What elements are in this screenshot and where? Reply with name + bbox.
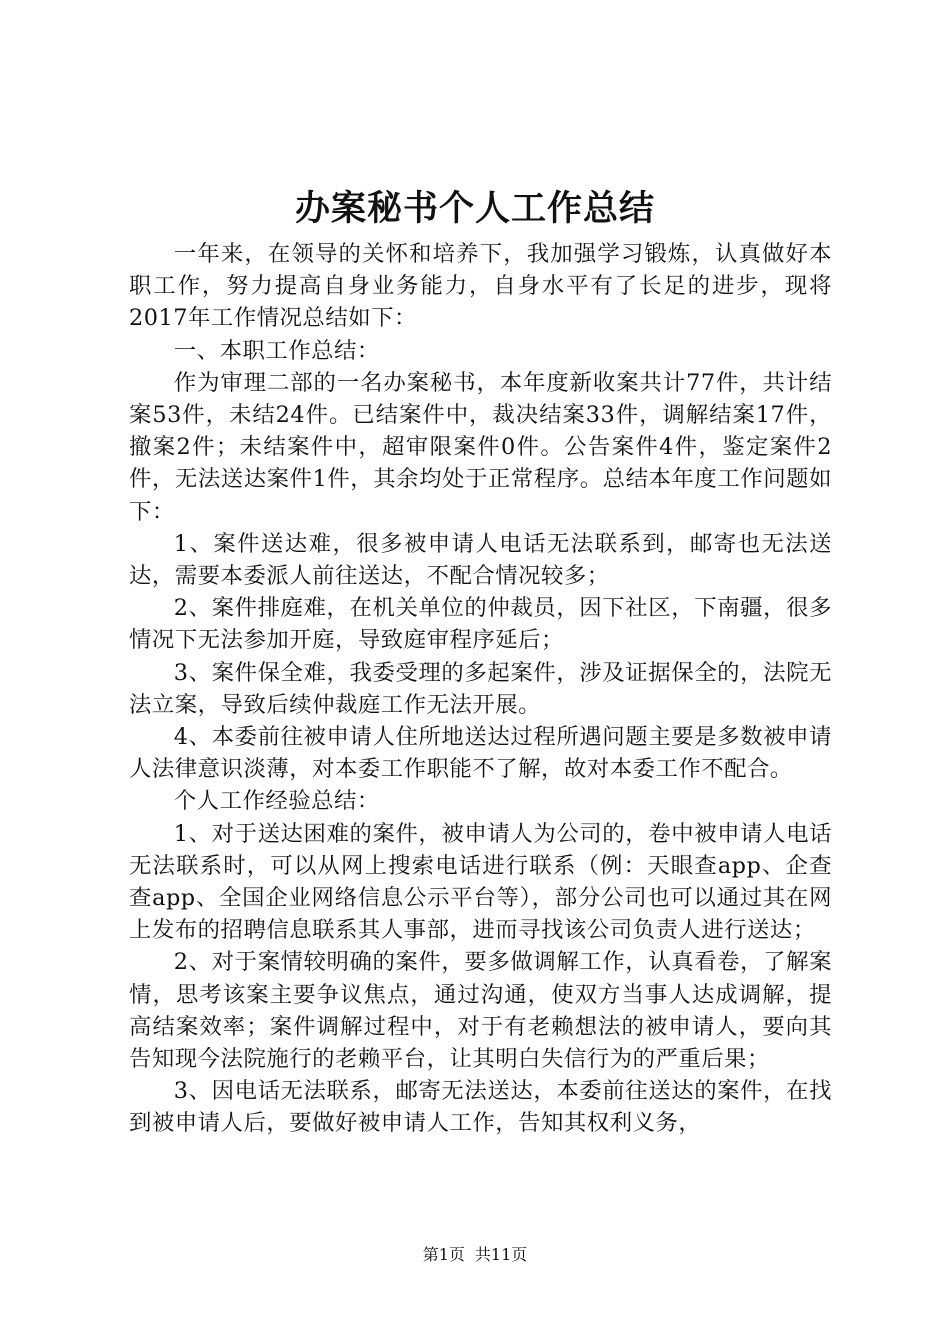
document-body (129, 238, 832, 1140)
paragraph-experience-1: 1、对于送达困难的案件，被申请人为公司的，卷中被申请人电话无法联系时，可以从网上搜索电话进行联系（例：天眼查app、企查查app、全国企业网络信息公示平台等），部分公司也可以通过其在网上发布的招聘信息联系其人事部，进而寻找该公司负责人进行送达； (129, 820, 832, 944)
paragraph-intro: 一年来，在领导的关怀和培养下，我加强学习锻炼，认真做好本职工作，努力提高自身业务能力，自身水平有了长足的进步，现将2017年工作情况总结如下： (129, 241, 832, 332)
paragraph-problem-3: 3、案件保全难，我委受理的多起案件，涉及证据保全的，法院无法立案，导致后续仲裁庭工作无法开展。 (129, 659, 832, 718)
paragraph-problem-1: 1、案件送达难，很多被申请人电话无法联系到，邮寄也无法送达，需要本委派人前往送达，不配合情况较多； (129, 530, 832, 590)
paragraph-case-statistics: 作为审理二部的一名办案秘书，本年度新收案共计77件，共计结案53件，未结24件。已结案件中，裁决结案33件，调解结案17件，撤案2件；未结案件中，超审限案件0件。公告案件4件，鉴定案件2件，无法送达案件1件，其余均处于正常程序。总结本年度工作问题如下： (129, 369, 832, 525)
page-number-total: 共11页 (474, 1245, 528, 1264)
paragraph-experience-2: 2、对于案情较明确的案件，要多做调解工作，认真看卷，了解案情，思考该案主要争议焦点，通过沟通，使双方当事人达成调解，提高结案效率；案件调解过程中，对于有老赖想法的被申请人，要向其告知现今法院施行的老赖平台，让其明白失信行为的严重后果； (129, 949, 832, 1073)
paragraph-experience-3: 3、因电话无法联系，邮寄无法送达，本委前往送达的案件，在找到被申请人后，要做好被申请人工作，告知其权利义务， (129, 1078, 832, 1137)
section-heading-duties: 一、本职工作总结： (173, 337, 380, 364)
section-heading-experience: 个人工作经验总结： (173, 788, 380, 815)
page-number-current: 第1页 (422, 1245, 465, 1264)
paragraph-problem-4: 4、本委前往被申请人住所地送达过程所遇问题主要是多数被申请人法律意识淡薄，对本委工作职能不了解，故对本委工作不配合。 (129, 724, 832, 783)
paragraph-problem-2: 2、案件排庭难，在机关单位的仲裁员，因下社区，下南疆，很多情况下无法参加开庭，导致庭审程序延后； (129, 595, 832, 654)
page-footer (0, 1244, 950, 1266)
document-title: 办案秘书个人工作总结 (294, 188, 655, 229)
